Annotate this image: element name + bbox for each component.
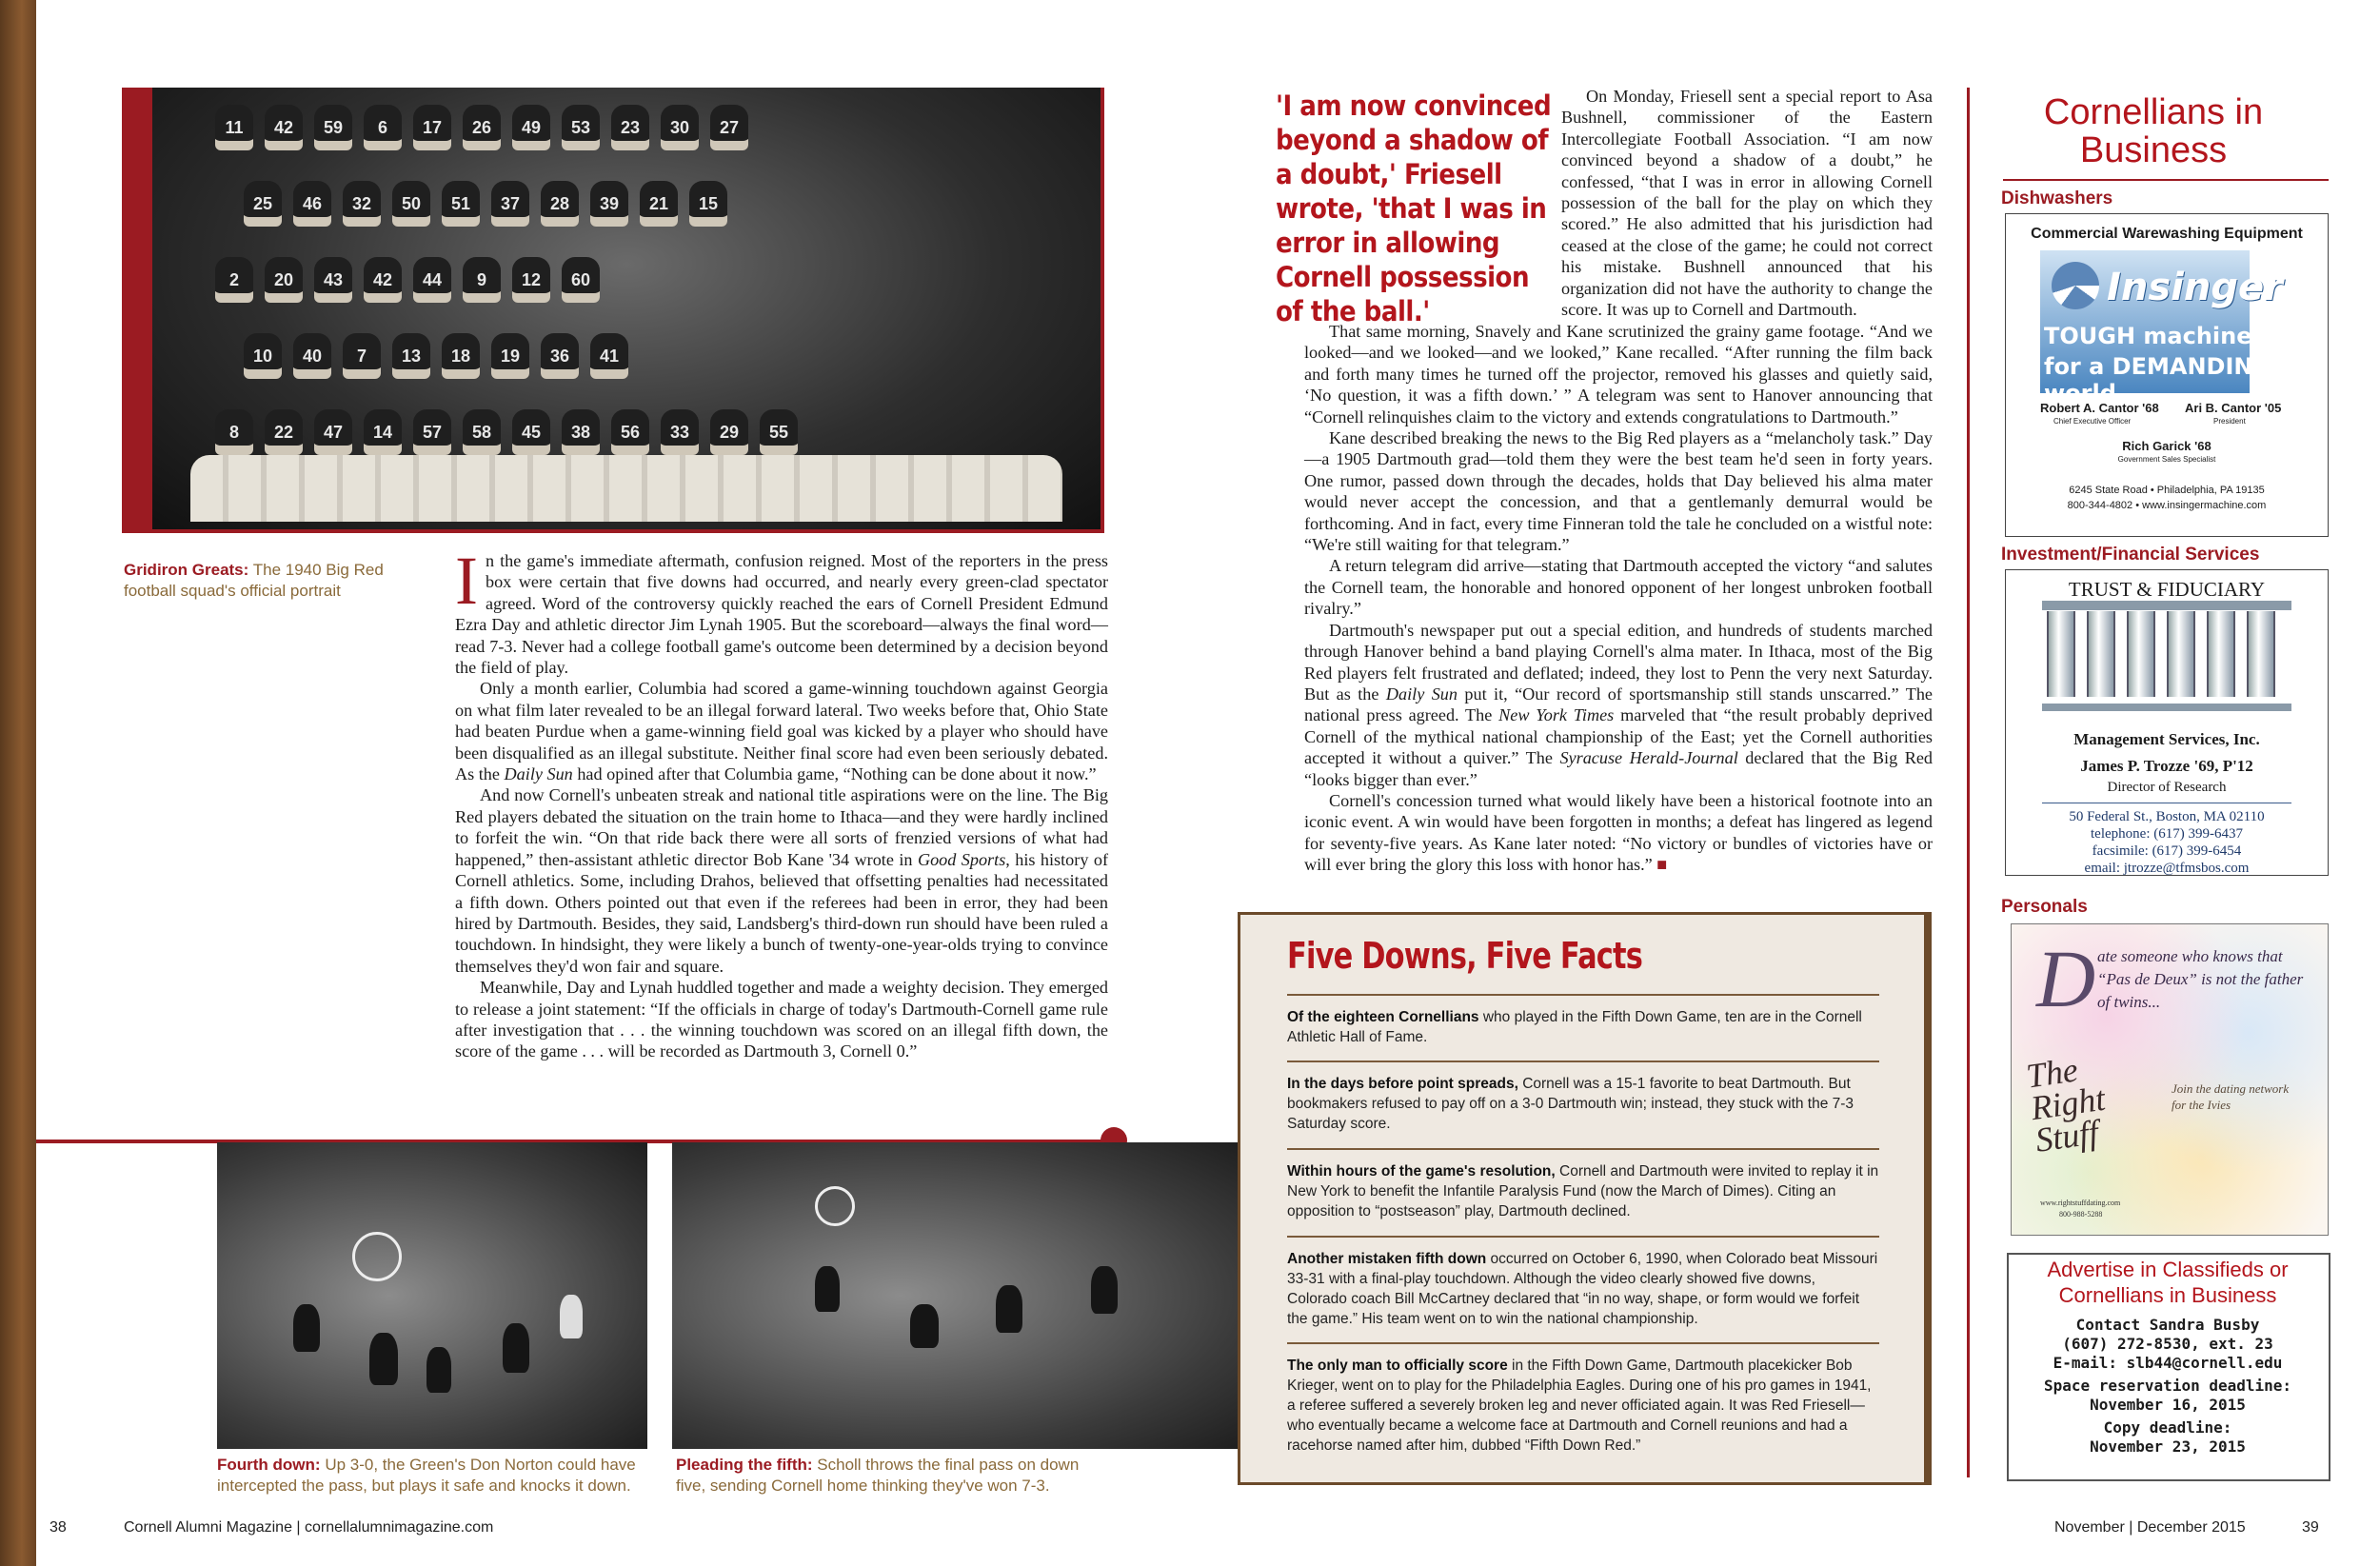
paragraph: Kane described breaking the news to the Big Red players as a “melancholy task.” Day—a 1905 Dartmouth grad—told them they were the best team he'd seen in forty years. One rumor, passed down through the decades, holds that Day believed his alma mater would never accept the concession, and that a gentlemanly demurral would be forthcoming. And in fact, every time Finneran told the tale he concluded on a wistful note: “We're still waiting for that telegram.”: [1304, 428, 1933, 555]
player-jersey: 55: [760, 409, 798, 455]
player-jersey: 15: [689, 181, 727, 227]
end-mark: ■: [1656, 855, 1668, 875]
player-jersey: 57: [413, 409, 451, 455]
personals-text: ate someone who knows that “Pas de Deux” is not the father of twins...: [2097, 947, 2304, 1011]
player-jersey: 8: [215, 409, 253, 455]
person-title: Chief Executive Officer: [2053, 417, 2132, 426]
category-dishwashers: Dishwashers: [2001, 188, 2113, 208]
player-jersey: 23: [611, 105, 649, 150]
pillar-icon: [2127, 611, 2155, 697]
person-name: Ari B. Cantor '05: [2185, 401, 2282, 415]
advertise-contact-block: Contact Sandra Busby (607) 272-8530, ext. 23 E-mail: slb44@cornell.edu Space reservation deadline: November 16, 2015 Copy deadline: November 23, 2015: [2043, 1316, 2292, 1456]
player-jersey: 7: [343, 333, 381, 379]
fact-item: Another mistaken fifth down occurred on October 6, 1990, when Colorado beat Missouri 33-31 with a final-play touchdown. Although the video clearly showed five downs, Colorado coach Bill McCartney declared that “in no way, shape, or form would we forfeit the game.” His team went on to win the national championship.: [1287, 1251, 1878, 1327]
folio-page-number: 38: [50, 1519, 67, 1536]
player-jersey: 6: [364, 105, 402, 150]
paragraph: And now Cornell's unbeaten streak and national title aspirations were on the line. The Big Red players debated the situation on the train home to Ithaca—and they were hardly inclined to forfeit the win. “On that ride back there were all sorts of frenzied versions of what had happened,” then-assistant athletic director Bob Kane '34 wrote in Good Sports, his history of Cornell athletics. Some, including Drahos, believed that offsetting penalties had necessitated a fifth down. Others pointed out that even if the referees had been in error, they had been hired by Dartmouth. Besides, they said, Landsberg's third-down run should have been ruled a touchdown. In hindsight, they were likely a bunch of twenty-one-year-olds trying to convince themselves they'd won fair and square.: [455, 785, 1109, 976]
player-jersey: 49: [512, 105, 550, 150]
player-jersey: 60: [562, 257, 600, 303]
player-jersey: 33: [661, 409, 699, 455]
trust-title: TRUST & FIDUCIARY: [2068, 578, 2266, 601]
team-photo: [152, 88, 1101, 529]
insinger-logo-icon: [2052, 262, 2099, 309]
player-jersey: 37: [491, 181, 529, 227]
fact-divider: [1287, 1236, 1879, 1238]
person-title: President: [2213, 417, 2246, 426]
player-jersey: 25: [244, 181, 282, 227]
player-jersey: 11: [215, 105, 253, 150]
trust-person: James P. Trozze '69, P'12: [2080, 757, 2253, 775]
player-jersey: 40: [293, 333, 331, 379]
pillar-icon: [2207, 611, 2235, 697]
player-jersey: 9: [463, 257, 501, 303]
player-jersey: 28: [541, 181, 579, 227]
advertise-title: Advertise in Classifieds or Cornellians in Business: [2047, 1258, 2289, 1307]
paragraph: A return telegram did arrive—stating that Dartmouth accepted the victory “and salutes the Cornell team, the honorable and honored opponent of her longest unbroken football rivalry.”: [1304, 556, 1933, 619]
player-jersey: 47: [314, 409, 352, 455]
pleading-fifth-photo: [672, 1142, 1243, 1449]
category-investment: Investment/Financial Services: [2001, 545, 2260, 565]
player-jersey: 18: [442, 333, 480, 379]
insinger-address: 6245 State Road • Philadelphia, PA 19135: [2069, 485, 2265, 496]
sidebar-rule: [1967, 88, 1970, 1477]
insinger-contact: 800-344-4802 • www.insingermachine.com: [2067, 500, 2267, 511]
person-name: Rich Garick '68: [2122, 439, 2211, 453]
player-jersey: 32: [343, 181, 381, 227]
folio-magazine-name: Cornell Alumni Magazine | cornellalumnimagazine.com: [124, 1519, 494, 1536]
player-jersey: 42: [364, 257, 402, 303]
trust-base: [2042, 704, 2291, 711]
jersey-row: [209, 257, 605, 303]
fact-divider: [1287, 994, 1879, 996]
insinger-header: Commercial Warewashing Equipment: [2031, 226, 2303, 242]
paragraph: Meanwhile, Day and Lynah huddled together and made a weighty decision. They emerged to release a joint statement: “If the officials in charge of today's Dartmouth-Cornell game rule after investigation that . . . the winning touchdown was scored on an illegal fifth down, the score of the game . . . will be recorded as Dartmouth 3, Cornell 0.”: [455, 978, 1108, 1061]
trust-role: Director of Research: [2107, 780, 2227, 795]
player-jersey: 19: [491, 333, 529, 379]
pull-quote: 'I am now convinced beyond a shadow of a doubt,' Friesell wrote, 'that I was in error in allowing Cornell possession of the ball.': [1276, 89, 1552, 327]
paragraph: Dartmouth's newspaper put out a special edition, and hundreds of students marched through Hanover behind a band playing Cornell's alma mater. In Ithaca, most of the Big Red players felt frustrated and deflated; indeed, they lost to Penn the very next Saturday. But as the Daily Sun put it, “Our record of sportsmanship still stands unscarred.” The national press agreed. The New York Times marveled that “the result probably deprived Cornell of the mythical national championship of the East; yet the Cornell authorities accepted it without a quiver.” The Syracuse Herald-Journal declared that the Big Red “looks bigger than ever.”: [1304, 620, 1934, 789]
category-personals: Personals: [2001, 897, 2088, 917]
player-jersey: 20: [265, 257, 303, 303]
player-jersey: 38: [562, 409, 600, 455]
player-jersey: 2: [215, 257, 253, 303]
fact-item: In the days before point spreads, Cornell was a 15-1 favorite to beat Dartmouth. But bookmakers refused to pay off on a 3-0 Dartmouth win; instead, they stuck with the 7-3 Saturday score.: [1287, 1076, 1854, 1132]
fourth-down-caption: Fourth down: Up 3-0, the Green's Don Norton could have intercepted the pass, but plays it safe and knocks it down.: [217, 1456, 636, 1495]
pillar-icon: [2167, 611, 2195, 697]
fact-item: Within hours of the game's resolution, Cornell and Dartmouth were invited to replay it in New York to benefit the Infantile Paralysis Fund (now the March of Dimes). Citing an opposition to “postseason” play, Dartmouth declined.: [1287, 1163, 1879, 1219]
jersey-row: [209, 409, 803, 455]
player-jersey: 42: [265, 105, 303, 150]
player-jersey: 17: [413, 105, 451, 150]
player-jersey: 58: [463, 409, 501, 455]
jersey-row: [238, 181, 733, 227]
pillar-icon: [2247, 611, 2275, 697]
player-jersey: 10: [244, 333, 282, 379]
paragraph: Only a month earlier, Columbia had scored a game-winning touchdown against Georgia on what film later revealed to be an illegal forward lateral. Two weeks before that, Ohio State had beaten Purdue when a game-winning field goal was kicked by a player who should have been disqualified as an illegal substitute. Neither final score had even been seriously debated. As the Daily Sun had opined after that Columbia game, “Nothing can be done about it now.”: [455, 679, 1108, 784]
player-jersey: 27: [710, 105, 748, 150]
fourth-down-photo: [217, 1142, 647, 1449]
player-jersey: 36: [541, 333, 579, 379]
personals-dropcap: D: [2036, 933, 2096, 1024]
player-jersey: 12: [512, 257, 550, 303]
magazine-spine: [0, 0, 36, 1566]
caption-text: The 1940 Big Red football squad's official portrait: [124, 561, 384, 600]
team-photo-caption: [124, 560, 400, 602]
paragraph: On Monday, Friesell sent a special report to Asa Bushnell, commissioner of the Eastern Intercollegiate Football Association. “I am now convinced beyond a shadow of a doubt,” he confessed, “that I was in error in allowing Cornell possession of the ball for the play on which they scored.” He also admitted that his jurisdiction had ceased at the close of the game; he could not correct his mistake. Bushnell announced that his organization did not have the authority to change the score. It was up to Cornell and Dartmouth.: [1561, 87, 1933, 320]
player-jersey: 39: [590, 181, 628, 227]
folio-date: November | December 2015: [2054, 1519, 2246, 1536]
insinger-ad: [2005, 213, 2329, 537]
paragraph: n the game's immediate aftermath, confusion reigned. Most of the reporters in the press box were certain that five downs had occurred, and nearly every green-clad spectator agreed. Word of the controversy quickly reached the ears of Cornell President Edmund Ezra Day and athletic director Jim Lynah 1905. But the scoreboard—always the final word—read 7-3. Never had a college football game's outcome been determined by a decision beyond the field of play.: [455, 551, 1108, 678]
person-name: Robert A. Cantor '68: [2040, 401, 2159, 415]
paragraph: That same morning, Snavely and Kane scrutinized the grainy game footage. “And we looked—and we looked—and we looked,” Kane recalled. “After running the film back and forth many times he turned off the projector, removed his glasses and quietly said, ‘No question, it was a fifth down.’ ” A telegram was sent to Hanover announcing that “Cornell relinquishes claim to the victory and extends congratulations to Dartmouth.”: [1304, 322, 1933, 426]
fact-divider: [1287, 1061, 1879, 1062]
fact-item: The only man to officially score in the Fifth Down Game, Dartmouth placekicker Bob Krieger, went on to play for the Philadelphia Eagles. During one of his pro games in 1941, a referee suffered a severely broken leg and never officiated again. It was Red Friesell—who eventually became a welcome face at Dartmouth and Cornell reunions and had a racehorse named after him, dubbed “Fifth Down Red.”: [1287, 1358, 1872, 1454]
pleading-fifth-caption: Pleading the fifth: Scholl throws the final pass on down five, sending Cornell home thinking they've won 7-3.: [676, 1456, 1080, 1495]
personals-site: www.rightstuffdating.com: [2040, 1199, 2121, 1207]
player-jersey: 22: [265, 409, 303, 455]
article-column-right: [1304, 321, 1933, 876]
player-jersey: 13: [392, 333, 430, 379]
player-jersey: 59: [314, 105, 352, 150]
player-jersey: 51: [442, 181, 480, 227]
jersey-row: [209, 105, 754, 150]
player-jersey: 46: [293, 181, 331, 227]
team-photo-front-row: [190, 455, 1062, 522]
right-stuff-ad: [2011, 923, 2329, 1236]
player-jersey: 45: [512, 409, 550, 455]
player-jersey: 44: [413, 257, 451, 303]
player-jersey: 14: [364, 409, 402, 455]
sidebar-title: Cornellians in Business: [2043, 92, 2264, 170]
player-jersey: 41: [590, 333, 628, 379]
personals-join: Join the dating network for the Ivies: [2172, 1081, 2290, 1112]
jersey-row: [238, 333, 634, 379]
folio-page-number: 39: [2302, 1519, 2319, 1536]
article-column-right-top: [1561, 86, 1933, 320]
personals-phone: 800-988-5288: [2059, 1210, 2103, 1219]
drop-cap: I: [455, 543, 478, 619]
pillar-icon: [2047, 611, 2075, 697]
person-title: Government Sales Specialist: [2117, 455, 2216, 464]
player-jersey: 29: [710, 409, 748, 455]
player-jersey: 53: [562, 105, 600, 150]
sidebar-title-rule: [2003, 179, 2329, 181]
fact-divider: [1287, 1342, 1879, 1344]
player-jersey: 56: [611, 409, 649, 455]
trust-contact-block: 50 Federal St., Boston, MA 02110 telephone: (617) 399-6437 facsimile: (617) 399-6454 email: jtrozze@tfmsbos.com: [2069, 809, 2265, 876]
insinger-tagline-2: for a DEMANDING world: [2044, 353, 2272, 406]
trust-subtitle: Management Services, Inc.: [2073, 730, 2260, 748]
fact-item: Of the eighteen Cornellians who played in the Fifth Down Game, ten are in the Cornell Athletic Hall of Fame.: [1287, 1009, 1862, 1045]
player-jersey: 26: [463, 105, 501, 150]
pillar-icon: [2087, 611, 2115, 697]
caption-label: Gridiron Greats:: [124, 561, 249, 579]
player-jersey: 50: [392, 181, 430, 227]
article-column-left: [455, 543, 1109, 1062]
right-stuff-logo: The Right Stuff: [2024, 1050, 2108, 1160]
insinger-tagline-1: TOUGH machines: [2044, 323, 2266, 349]
five-facts-title: Five Downs, Five Facts: [1287, 935, 1643, 977]
player-jersey: 30: [661, 105, 699, 150]
insinger-brand: Insinger: [2107, 266, 2283, 309]
player-jersey: 43: [314, 257, 352, 303]
paragraph: Cornell's concession turned what would likely have been a historical footnote into an iconic event. A win would have been forgotten in months; a defeat has lingered as legend for seventy-five years. As Kane later noted: “No victory or bundles of victories have or will ever bring the glory this loss with honor has.” ■: [1304, 790, 1933, 875]
trust-pediment: [2042, 601, 2291, 610]
player-jersey: 21: [640, 181, 678, 227]
fact-divider: [1287, 1148, 1879, 1150]
